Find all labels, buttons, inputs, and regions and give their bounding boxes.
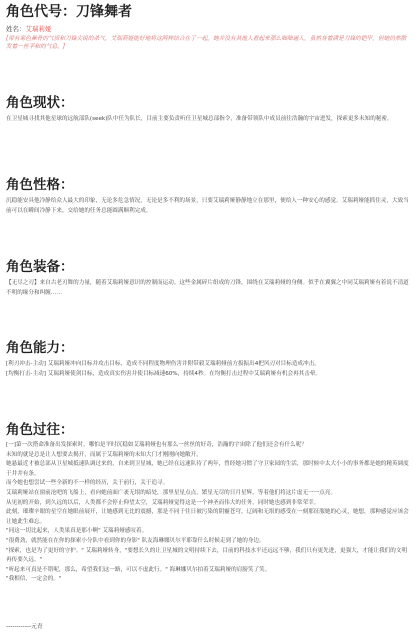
section-title-personality: 角色性格： xyxy=(6,177,74,193)
personality-text: 沉稳能安具他冷静给众人最大的印象，无论多危急情况，无论是多不利的场景，只要艾瑞莉娅静静地立在那里，便给人一种安心的感觉。艾瑞莉娅能抓住灵，大致当前可以在瞬间冷静下来，交给她的任务总能圆满顺利完成。 xyxy=(6,198,409,214)
name-value: 艾瑞莉娅 xyxy=(25,25,52,33)
history-paragraph: 此刻，璀璨辛眼的星空在她眼前展开，让她感到无比的震撼，那是不同于往日被污染的阴霾苍穹，辽阔和无垠的感受在一刻那征服她的心灵，她想，那种感觉应该会让她此生难忘。 xyxy=(6,509,409,525)
history-paragraph: 她悬最近才被总部从卫星城抵速队调过来的，自来到卫星城，她已经在远速队待了两年，曾经她习惯了守卫家园的生活，那时候中太大小小的事务都是她的精英调度于井井有条。 xyxy=(6,461,409,477)
author-signature: ------------元青 xyxy=(6,624,43,630)
history-paragraph: [一]第一次搭命准备出发探索时，哪怕是平时沉稳如艾瑞莉娅也有那么一丝丝的好奇，浩瀚的宇宙除了他们还会有什么呢？ xyxy=(6,442,307,448)
history-paragraph: 而今她也想尝试一些全新的不一样的经历，关于前行，关于追寻。 xyxy=(6,480,169,487)
history-paragraph: 未知的就是总是让人想要去揭开，而属于艾瑞莉娅的未知大门才刚刚向她敞开。 xyxy=(6,451,202,458)
history-paragraph: "听起来可真是不错呢，那么，希望我们这一路，可以不虚此行。" 海琳娜贝尔拍着艾瑞莉娅的肩膀笑了笑。 xyxy=(6,566,271,573)
history-paragraph: "同这一切比起来，人类果真是那小啊" 艾瑞莉娅感叹着。 xyxy=(6,528,148,535)
history-paragraph: "探索，也是为了更好的守护。" 艾瑞莉娅转身，"要想长久的让卫星城的文明持续下去，目前的科技水平还远远不够，我们只有更先进，更强大，才能让我们的文明再传要久远。" xyxy=(6,547,408,564)
history-paragraph: "我相信，一定会的。" xyxy=(6,576,62,583)
section-title-history: 角色过往： xyxy=(6,422,74,438)
equipment-text: 【无尽之刃】来自古老刃舞的力量，随着艾瑞莉娅意识的控制而运动。这些金属碎片组成的刀锋，围绕在艾瑞莉娅的身侧。似乎在翼翼之中同艾瑞莉娅有着说不清道不明的缘分和纠缠…… xyxy=(6,280,409,296)
ability-item: [均衡打击-主动] 艾瑞莉娅使剑目标，造成真实伤害并使目标减速60%，持续4秒。在均衡打击过程中艾瑞莉娅有机会再其击晕。 xyxy=(6,370,322,377)
history-paragraph: 艾瑞莉娅站在窗前沧吧的飞船上，看向她前面广袤无垠的暗处，那里星星点点，繁星无尽的日月星辉，等着他们将这片虚无一一点亮。 xyxy=(6,489,337,496)
ability-item: [利刃冲击-主动] 艾瑞莉娅冲向目标并攻击目标，造成不同程度物理伤害并附带毅艾瑞莉娅前方扳振出4把风刃对目标造成冲击。 xyxy=(6,361,320,367)
history-text xyxy=(6,441,411,585)
section-title-status: 角色现状： xyxy=(6,95,74,111)
status-text: 在卫星城寻找其他星球的远航部队(seek)队中任为队长，目前主要负责听任卫星城总部指令，准备带领队中成员前往浩瀚的宇宙进发，探索更多未知的秘密。 xyxy=(6,116,393,122)
page-title: 角色代号：刀锋舞者 xyxy=(6,4,132,20)
section-title-abilities: 角色能力： xyxy=(6,340,74,356)
intro-quote: [带有寒色鼻骨的气质和刀锋尖锐的杀气，艾瑞莉娅能好地将这两样结合在了一起。她并没有其他人看起来那么咄咄逼人，虽然身着满是刀锋的铠甲，但她仍然散发着一丝平和的气息。] xyxy=(6,36,407,51)
abilities-list xyxy=(6,360,411,379)
history-paragraph: 从见初的开始，到久远的以后，人类都不会停止仰望太空，艾瑞莉娅觉得这是一个神圣而伟大的任务，同时她也感到非常荣幸。 xyxy=(6,499,320,506)
section-title-equipment: 角色装备： xyxy=(6,259,74,275)
name-label: 姓名： xyxy=(6,25,26,33)
name-line xyxy=(6,24,52,33)
history-paragraph: "很费劲，就然能在在你的探索小分队中看到你的身影" 队友海琳娜贝尔平耶靠什么时候走到了她的身边。 xyxy=(6,537,265,544)
